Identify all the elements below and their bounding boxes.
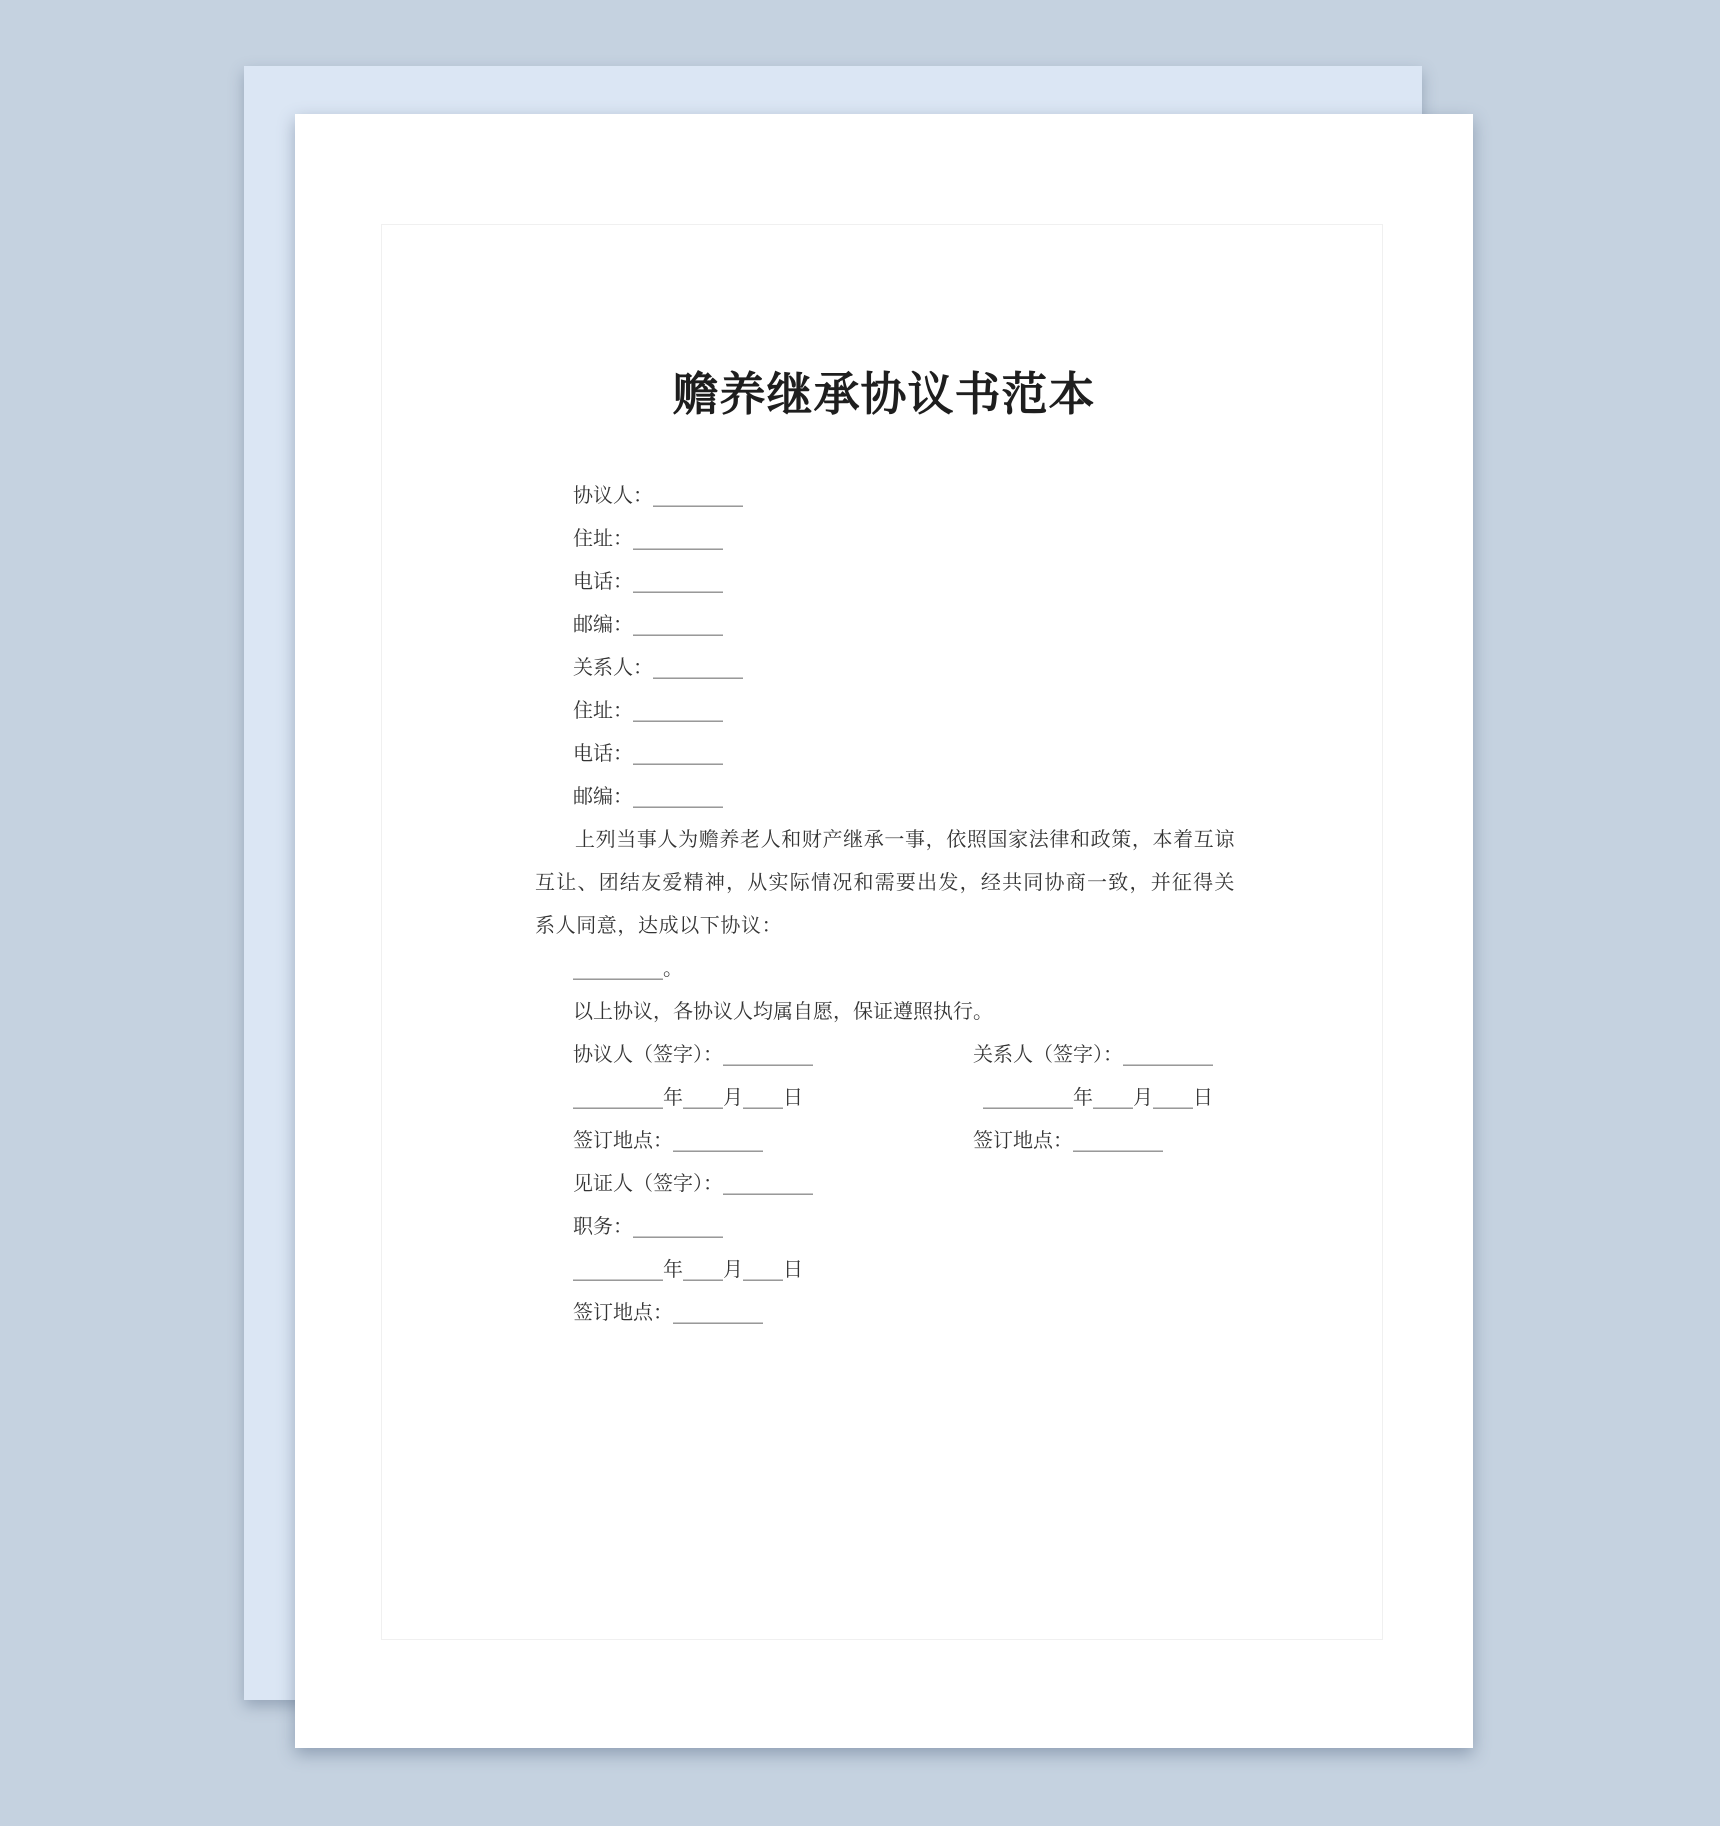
document-page: [295, 114, 1473, 1748]
closing-statement: 以上协议，各协议人均属自愿，保证遵照执行。: [573, 999, 993, 1023]
related-place-line: 签订地点：_________: [973, 1128, 1163, 1152]
party-name-line: 协议人：_________: [573, 483, 743, 507]
agreement-content-blank: _________。: [573, 956, 683, 980]
related-date-line: _________年____月____日: [983, 1085, 1213, 1109]
related-signature-line: 关系人（签字）：_________: [973, 1042, 1213, 1066]
intro-paragraph: 上列当事人为赡养老人和财产继承一事，依照国家法律和政策，本着互谅互让、团结友爱精神，从实际情况和需要出发，经共同协商一致，并征得关系人同意，达成以下协议：: [535, 827, 1235, 937]
witness-signature-line: 见证人（签字）：_________: [573, 1171, 813, 1195]
party-signature-line: 协议人（签字）：_________: [573, 1042, 813, 1066]
related-postcode-line: 邮编：_________: [573, 784, 723, 808]
party-place-line: 签订地点：_________: [573, 1128, 763, 1152]
party-phone-line: 电话：_________: [573, 569, 723, 593]
party-date-line: _________年____月____日: [573, 1085, 803, 1109]
party-address-line: 住址：_________: [573, 526, 723, 550]
witness-position-line: 职务：_________: [573, 1214, 723, 1238]
related-phone-line: 电话：_________: [573, 741, 723, 765]
party-postcode-line: 邮编：_________: [573, 612, 723, 636]
witness-date-line: _________年____月____日: [573, 1257, 803, 1281]
document-title: 赡养继承协议书范本: [672, 367, 1096, 421]
related-name-line: 关系人：_________: [573, 655, 743, 679]
related-address-line: 住址：_________: [573, 698, 723, 722]
witness-place-line: 签订地点：_________: [573, 1300, 763, 1324]
